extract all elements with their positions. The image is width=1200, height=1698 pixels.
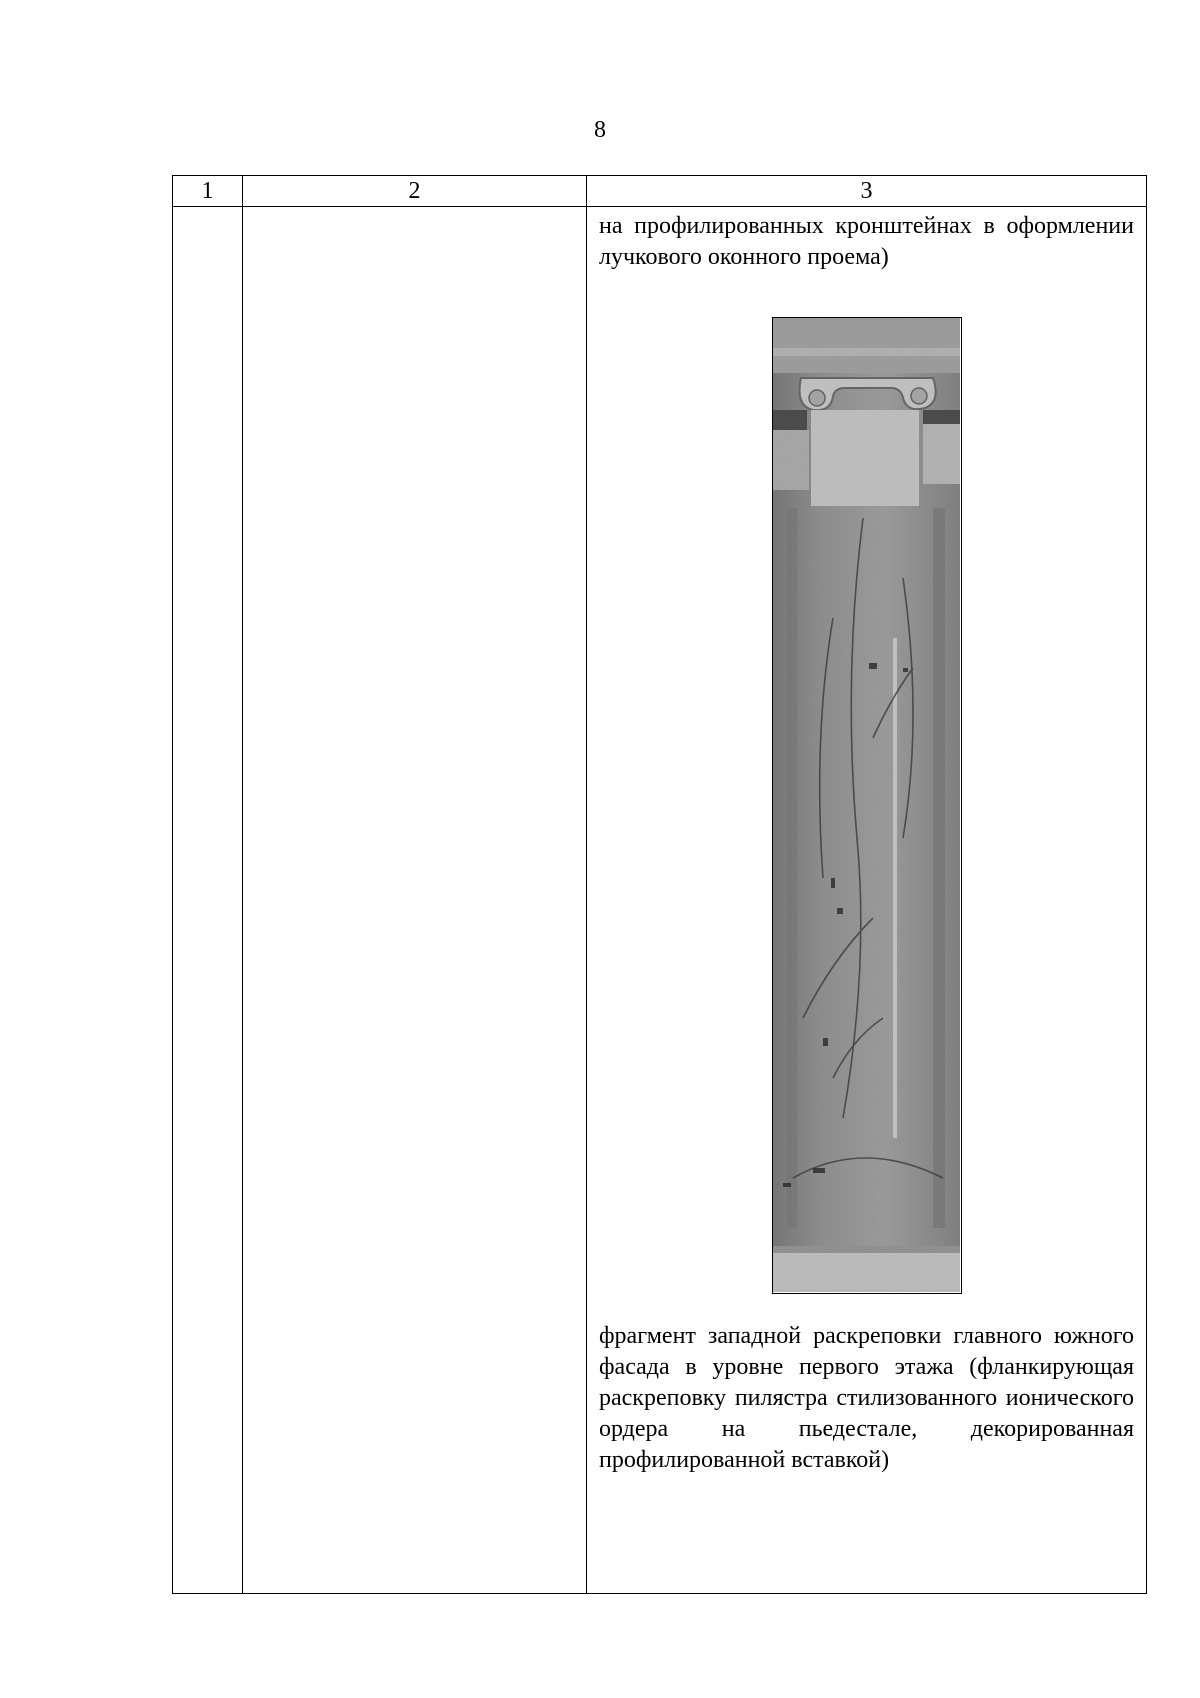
- row-col-1: [173, 207, 243, 1594]
- table-row: [173, 207, 1147, 1594]
- header-col-3: 3: [587, 176, 1147, 207]
- description-text-top: на профилированных кронштейнах в оформлении лучкового оконного проема): [599, 213, 1134, 270]
- page-number: 8: [594, 117, 606, 143]
- header-col-1: 1: [173, 176, 243, 207]
- table-header-row: [173, 176, 1147, 207]
- row-col-3: [587, 207, 1147, 1594]
- row-col-2: [243, 207, 587, 1594]
- description-text-bottom: фрагмент западной раскреповки главного южного фасада в уровне первого этажа (фланкирующая раскреповку пилястра стилизованного ионического ордера на пьедестале, декорированная профилированной вставкой): [599, 1323, 1134, 1473]
- header-col-2: 2: [243, 176, 587, 207]
- document-table: [172, 175, 1147, 1594]
- facade-fragment-photo: [772, 317, 962, 1294]
